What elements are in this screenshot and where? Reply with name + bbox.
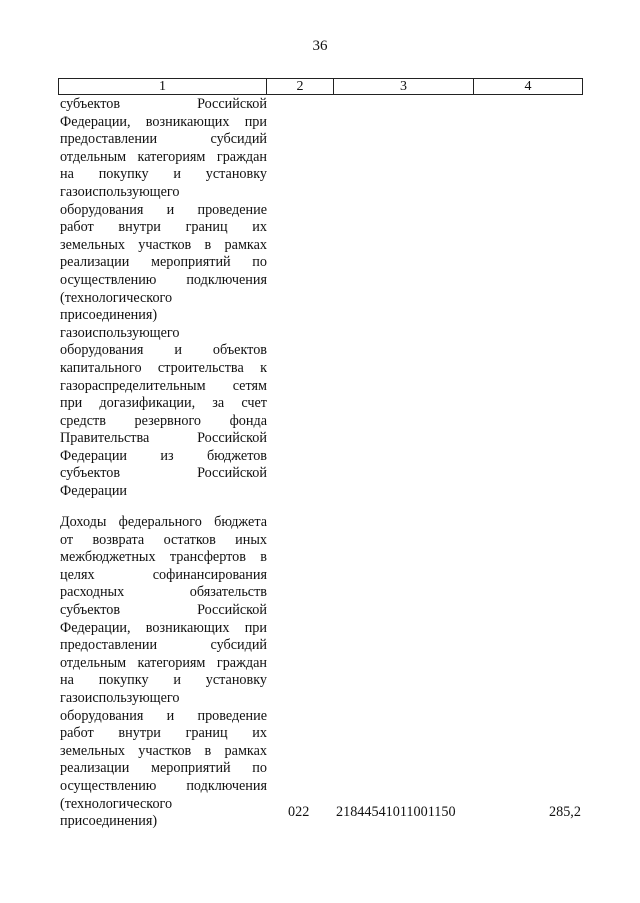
table-header-row — [58, 78, 583, 95]
income-description-refund — [60, 514, 267, 831]
text-line: (технологического — [60, 795, 173, 812]
text-line: от возврата остатков иных — [60, 531, 267, 548]
text-line: газоиспользующего — [60, 324, 180, 341]
text-line: капитального строительства к — [60, 359, 267, 376]
text-line: предоставлении субсидий — [60, 131, 267, 148]
budget-classification-code: 21844541011001150 — [336, 804, 456, 820]
text-line: субъектов Российской — [60, 465, 267, 482]
text-line: работ внутри границ их — [60, 725, 267, 742]
text-line: субъектов Российской — [60, 601, 267, 618]
column-header-1: 1 — [59, 79, 267, 94]
text-line: газораспределительным сетям — [60, 377, 267, 394]
text-line: на покупку и установку — [60, 166, 267, 183]
text-line: Доходы федерального бюджета — [60, 514, 267, 530]
text-line: реализации мероприятий по — [60, 760, 267, 777]
text-line: земельных участков в рамках — [60, 236, 267, 253]
column-header-3: 3 — [334, 79, 474, 94]
text-line: присоединения) — [60, 307, 158, 324]
amount-value: 285,2 — [549, 804, 581, 820]
administrator-code: 022 — [288, 804, 310, 820]
text-line: расходных обязательств — [60, 584, 267, 601]
text-line: осуществлению подключения — [60, 271, 267, 288]
text-line: Федерации, возникающих при — [60, 113, 267, 130]
text-line: (технологического — [60, 289, 173, 306]
text-line: осуществлению подключения — [60, 777, 267, 794]
column-header-2: 2 — [267, 79, 334, 94]
text-line: Правительства Российской — [60, 430, 267, 447]
text-line: оборудования и объектов — [60, 342, 267, 359]
text-line: межбюджетных трансфертов в — [60, 549, 267, 566]
text-line: газоиспользующего — [60, 689, 180, 706]
text-line: отдельным категориям граждан — [60, 654, 267, 671]
text-line: оборудования и проведение — [60, 707, 267, 724]
text-line: целях софинансирования — [60, 566, 267, 583]
text-line: работ внутри границ их — [60, 219, 267, 236]
text-line: Федерации — [60, 483, 128, 500]
text-line: Федерации из бюджетов — [60, 447, 267, 464]
text-line: на покупку и установку — [60, 672, 267, 689]
text-line: предоставлении субсидий — [60, 637, 267, 654]
text-line: оборудования и проведение — [60, 201, 267, 218]
text-line: субъектов Российской — [60, 96, 267, 112]
page-number: 36 — [312, 38, 328, 54]
income-description-continued — [60, 96, 267, 501]
column-header-4: 4 — [524, 79, 532, 94]
text-line: реализации мероприятий по — [60, 254, 267, 271]
text-line: присоединения) — [60, 813, 158, 830]
text-line: отдельным категориям граждан — [60, 148, 267, 165]
text-line: Федерации, возникающих при — [60, 619, 267, 636]
text-line: при догазификации, за счет — [60, 395, 267, 412]
text-line: газоиспользующего — [60, 183, 180, 200]
text-line: земельных участков в рамках — [60, 742, 267, 759]
text-line: средств резервного фонда — [60, 412, 267, 429]
